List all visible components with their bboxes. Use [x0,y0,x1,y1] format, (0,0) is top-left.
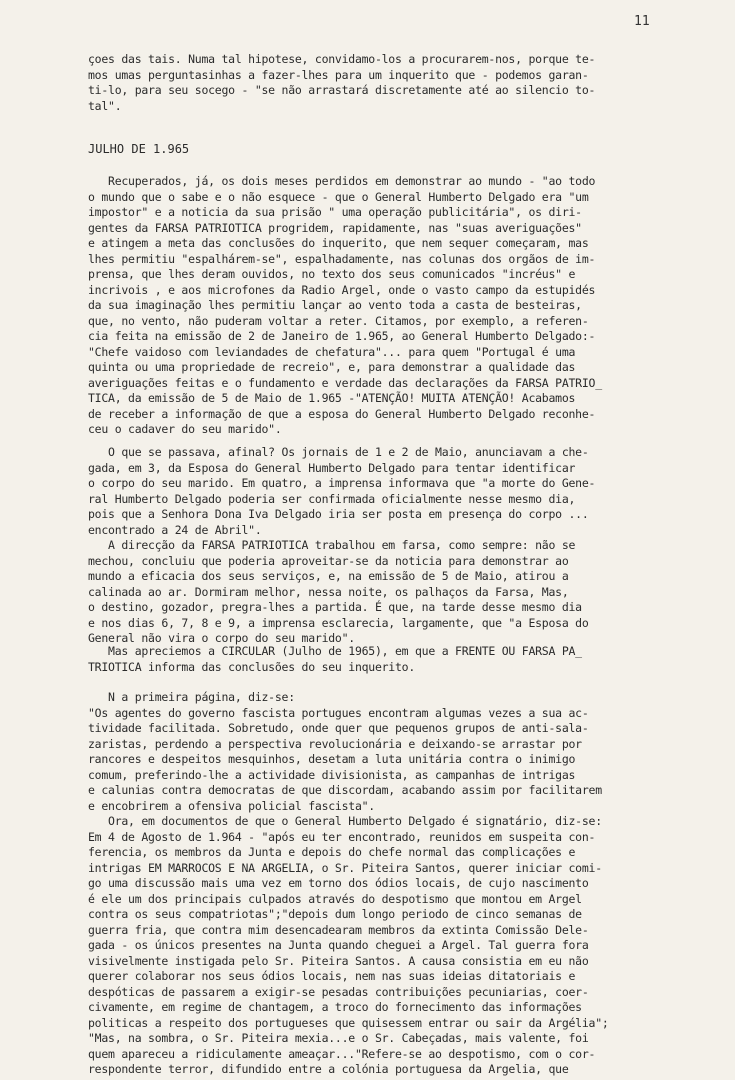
page-number: 11 [634,14,650,29]
text-line: Recuperados, já, os dois meses perdidos em demonstrar ao mundo - "ao todo [88,174,596,188]
intro-paragraph [88,52,708,114]
text-line: O que se passava, afinal? Os jornais de 1 e 2 de Maio, anunciavam a che- [88,445,589,459]
text-line: comum, preferindo-lhe a actividade divisionista, as campanhas de intrigas [88,767,576,782]
text-line: mos umas perguntasinhas a fazer-lhes para um inquerito que - podemos garan- [88,67,589,82]
text-line: N a primeira página, diz-se: [88,690,295,704]
text-line: çoes das tais. Numa tal hipotese, convidamo-los a procurarem-nos, porque te- [88,52,596,66]
text-line: e nos dias 6, 7, 8 e 9, a imprensa esclarecia, largamente, que "a Esposa do [88,615,589,630]
text-line: impostor" e a noticia da sua prisão " uma operação publicitária", os diri- [88,205,582,219]
text-line: TICA, da emissão de 5 de Maio de 1.965 -"ATENÇÃO! MUITA ATENÇÃO! Acabamos [88,391,576,405]
text-line: go uma discussão mais uma vez em torno dos ódios locais, de cujo nascimento [88,876,589,890]
text-line: da sua imaginação lhes permitiu lançar ao vento toda a casta de besteiras, [88,298,582,312]
text-line: tividade facilitada. Sobretudo, onde quer que pequenos grupos de anti-sala- [88,721,589,735]
text-line: General não vira o corpo do seu marido". [88,631,355,645]
text-line: rancores e despeitos mesquinhos, desetam a luta unitária contra o inimigo [88,752,576,766]
text-line: encontrado a 24 de Abril". [88,522,262,537]
text-line: gada, em 3, da Esposa do General Humberto Delgado para tentar identificar [88,460,576,475]
section-heading: JULHO DE 1.965 [88,142,190,156]
text-line: gentes da FARSA PATRIOTICA progridem, rapidamente, nas "suas averiguações" [88,220,582,235]
paragraph-primeira-pagina [88,690,708,1078]
text-line: calinada ao ar. Dormiram melhor, nessa noite, os palhaços da Farsa, Mas, [88,584,569,599]
text-line: cia feita na emissão de 2 de Janeiro de 1.965, ao General Humberto Delgado:- [88,329,596,343]
text-line: quinta ou uma propriedade de recreio", e, para demonstrar a qualidade das [88,360,576,374]
text-line: o corpo do seu marido. Em quatro, a imprensa informava que "a morte do Gene- [88,476,596,490]
text-line: politicas a respeito dos portugueses que quisessem entrar ou sair da Argélia"; [88,1015,609,1030]
text-line: pois que a Senhora Dona Iva Delgado iria ser posta em presença do corpo ... [88,507,589,521]
text-line: lhes permitiu "espalhárem-se", espalhadamente, nas colunas dos orgãos de im- [88,251,596,266]
text-line: mechou, concluiu que poderia aproveitar-se da noticia para demonstrar ao [88,553,569,568]
text-line: ral Humberto Delgado poderia ser confirmada oficialmente nesse mesmo dia, [88,491,576,506]
paragraph-recuperados [88,174,708,438]
text-line: averiguações feitas e o fundamento e verdade das declarações da FARSA PATRIO_ [88,375,602,390]
text-line: de receber a informação de que a esposa do General Humberto Delgado reconhe- [88,406,596,421]
text-line: ferencia, os membros da Junta e depois do chefe normal das complicações e [88,845,576,859]
text-line: Em 4 de Agosto de 1.964 - "após eu ter encontrado, reunidos em suspeita con- [88,829,596,844]
text-line: o mundo que o sabe e o não esquece - que o General Humberto Delgado era "um [88,189,589,204]
text-line: querer colaborar nos seus ódios locais, nem nas suas ideias ditatoriais e [88,969,576,983]
text-line: Mas apreciemos a CIRCULAR (Julho de 1965), em que a FRENTE OU FARSA PA_ [88,644,582,658]
text-line: "Chefe vaidoso com leviandades de chefatura"... para quem "Portugal é uma [88,344,576,359]
text-line: civamente, em regime de chantagem, a troco do fornecimento das informações [88,1000,582,1014]
text-line: respondente terror, difundido entre a colónia portuguesa da Argelia, que [88,1062,569,1076]
text-line: "Os agentes do governo fascista portugues encontram algumas vezes a sua ac- [88,705,589,720]
text-line: quem apareceu a ridiculamente ameaçar..."Refere-se ao despotismo, com o cor- [88,1046,596,1061]
text-line: guerra fria, que contra mim desencadearam membros da extinta Comissão Dele- [88,922,589,937]
text-line: contra os seus compatriotas";"depois dum longo periodo de cinco semanas de [88,907,582,921]
text-line: que, no vento, não puderam voltar a reter. Citamos, por exemplo, a referen- [88,313,589,328]
text-line: "Mas, na sombra, o Sr. Piteira mexia...e o Sr. Cabeçadas, mais valente, foi [88,1031,589,1045]
text-line: mundo a eficacia dos seus serviços, e, na emissão de 5 de Maio, atirou a [88,569,569,583]
text-line: e encobrirem a ofensiva policial fascista". [88,798,375,813]
text-line: intrigas EM MARROCOS E NA ARGELIA, o Sr. Piteira Santos, querer iniciar comi- [88,860,602,875]
text-line: ceu o cadaver do seu marido". [88,422,282,436]
text-line: despóticas de passarem a exigir-se pesadas contribuições pecuniarias, coer- [88,984,589,999]
text-line: tal". [88,98,122,113]
text-line: Ora, em documentos de que o General Humberto Delgado é signatário, diz-se: [88,814,602,828]
text-line: zaristas, perdendo a perspectiva revolucionária e deixando-se arrastar por [88,736,582,751]
text-line: TRIOTICA informa das conclusões do seu inquerito. [88,659,416,674]
text-line: e calunias contra democratas de que discordam, acabando assim por facilitarem [88,783,602,797]
text-line: o destino, gozador, pregra-lhes a partida. É que, na tarde desse mesmo dia [88,600,582,614]
text-line: gada - os únicos presentes na Junta quando cheguei a Argel. Tal guerra fora [88,938,589,952]
text-line: prensa, que lhes deram ouvidos, no texto dos seus comunicados "incréus" e [88,267,576,281]
text-line: visivelmente instigada pelo Sr. Piteira Santos. A causa consistia em eu não [88,953,589,968]
text-line: e atingem a meta das conclusões do inquerito, que nem sequer começaram, mas [88,236,589,250]
text-line: A direcção da FARSA PATRIOTICA trabalhou em farsa, como sempre: não se [88,538,576,552]
text-line: incrivois , e aos microfones da Radio Argel, onde o vasto campo da estupidés [88,282,596,297]
paragraph-o-que-se-passava [88,445,708,647]
paragraph-circular [88,644,708,675]
text-line: ti-lo, para seu socego - "se não arrastará discretamente até ao silencio to- [88,83,596,97]
text-line: é ele um dos principais culpados através do despotismo que montou em Argel [88,891,582,906]
